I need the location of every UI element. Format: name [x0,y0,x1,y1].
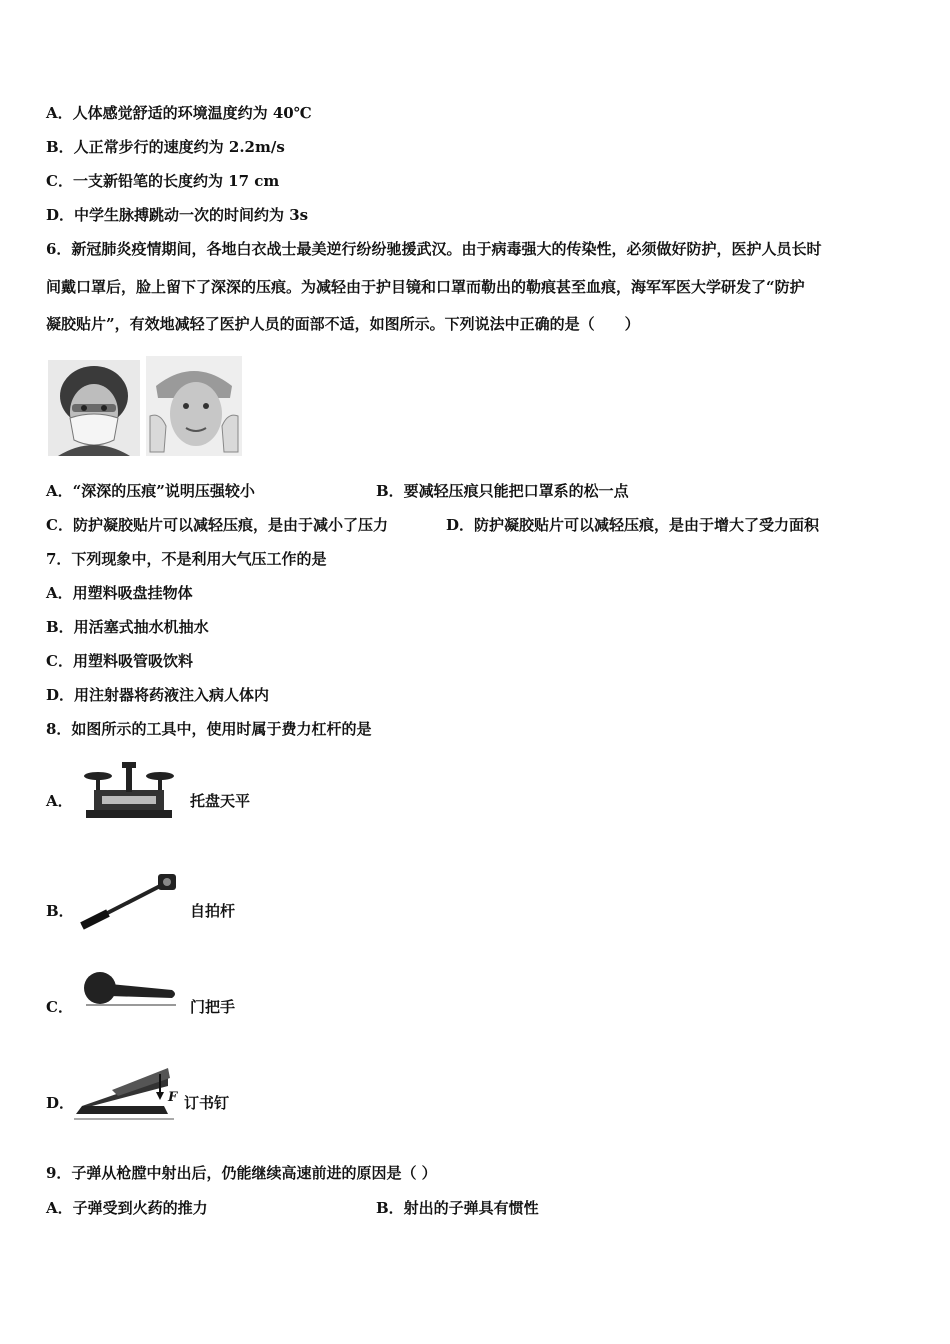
q8-option-c-letter: C． [46,998,73,1016]
q7-option-a: A．用塑料吸盘挂物体 [46,584,193,602]
q8-option-b-caption: 自拍杆 [190,902,236,920]
balance-scale-image [80,760,178,820]
q6-stem-line1: 6．新冠肺炎疫情期间，各地白衣战士最美逆行纷纷驰援武汉。由于病毒强大的传染性，必须做好防护，医护人员长时 [46,240,822,258]
q7-option-c: C．用塑料吸管吸饮料 [46,652,193,670]
q8-option-a-caption: 托盘天平 [190,792,251,810]
q8-option-a-letter: A． [46,792,73,810]
q7-option-d: D．用注射器将药液注入病人体内 [46,686,270,704]
q6-option-d: D．防护凝胶贴片可以减轻压痕，是由于增大了受力面积 [446,516,820,534]
q7-option-b: B．用活塞式抽水机抽水 [46,618,209,636]
selfie-stick-image [78,872,182,930]
q8-option-d-letter: D． [46,1094,75,1112]
q7-stem: 7．下列现象中，不是利用大气压工作的是 [46,550,327,568]
q6-option-c: C．防护凝胶贴片可以减轻压痕，是由于减小了压力 [46,516,388,534]
q6-stem-line2: 间戴口罩后，脸上留下了深深的压痕。为减轻由于护目镜和口罩而勒出的勒痕甚至血痕，海军军医大学研发了“防护 [46,278,805,296]
masked-nurse-photo [48,360,140,456]
q9-option-b: B．射出的子弹具有惯性 [376,1199,539,1217]
q8-option-c-caption: 门把手 [190,998,236,1016]
q6-stem-line3: 凝胶贴片”，有效地减轻了医护人员的面部不适，如图所示。下列说法中正确的是（ ） [46,315,640,333]
q9-stem: 9．子弹从枪膛中射出后，仍能继续高速前进的原因是（ ） [46,1164,437,1182]
q8-option-d-caption: 订书钉 [184,1094,230,1112]
q8-option-b-letter: B． [46,902,74,920]
q5-option-c: C．一支新铅笔的长度约为 17 cm [46,172,280,190]
stapler-image [72,1060,178,1124]
q6-option-b: B．要减轻压痕只能把口罩系的松一点 [376,482,629,500]
door-handle-image [80,970,180,1010]
q9-option-a: A．子弹受到火药的推力 [46,1199,208,1217]
q6-option-a: A．“深深的压痕”说明压强较小 [46,482,255,500]
force-label: F [168,1090,178,1105]
q5-option-b: B．人正常步行的速度约为 2.2m/s [46,138,285,156]
q5-option-d: D．中学生脉搏跳动一次的时间约为 3s [46,206,309,224]
q5-option-a: A．人体感觉舒适的环境温度约为 40℃ [46,104,312,122]
q8-stem: 8．如图所示的工具中，使用时属于费力杠杆的是 [46,720,372,738]
nurse-face-marks-photo [146,356,242,456]
